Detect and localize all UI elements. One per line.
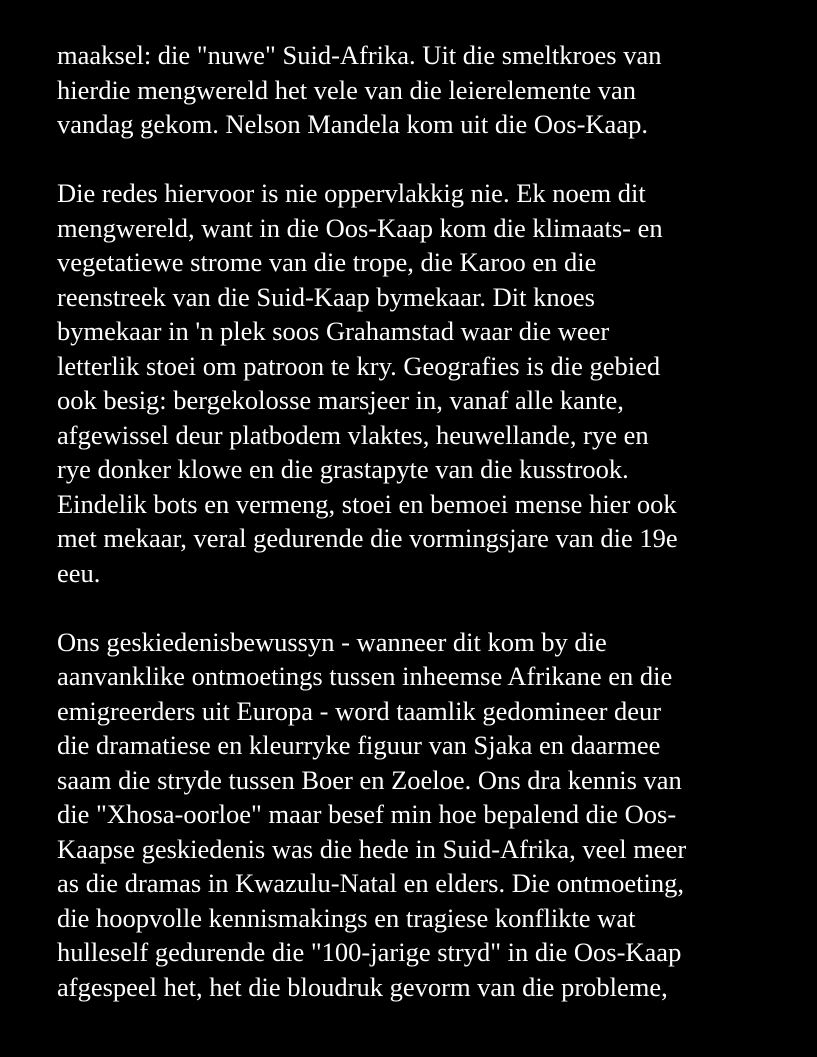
- text-line: die hoopvolle kennismakings en tragiese konflikte wat: [57, 902, 636, 933]
- document-page: [57, 38, 797, 1039]
- text-line: as die dramas in Kwazulu-Natal en elders. Die ontmoeting,: [57, 868, 684, 898]
- text-line: afgewissel deur platbodem vlaktes, heuwellande, rye en: [57, 419, 649, 450]
- paragraph-1: [57, 38, 797, 142]
- text-line: Ons geskiedenisbewussyn - wanneer dit kom by die: [57, 626, 607, 657]
- text-line: aanvanklike ontmoetings tussen inheemse Afrikane en die: [57, 661, 673, 691]
- text-line: die dramatiese en kleurryke figuur van Sjaka en daarmee: [57, 730, 661, 760]
- text-line: afgespeel het, het die bloudruk gevorm van die probleme,: [57, 971, 668, 1002]
- paragraph-3: [57, 625, 797, 1005]
- text-line: hulleself gedurende die "100-jarige stryd" in die Oos-Kaap: [57, 937, 682, 967]
- text-line: letterlik stoei om patroon te kry. Geografies is die gebied: [57, 350, 661, 381]
- text-line: Die redes hiervoor is nie oppervlakkig nie. Ek noem dit: [57, 178, 646, 208]
- text-line: eeu.: [57, 557, 101, 588]
- text-line: hierdie mengwereld het vele van die leierelemente van: [57, 74, 637, 105]
- text-line: vandag gekom. Nelson Mandela kom uit die Oos-Kaap.: [57, 109, 648, 139]
- text-line: vegetatiewe strome van die trope, die Karoo en die: [57, 247, 597, 277]
- text-line: die "Xhosa-oorloe" maar besef min hoe bepalend die Oos-: [57, 799, 677, 829]
- text-line: bymekaar in 'n plek soos Grahamstad waar die weer: [57, 316, 610, 346]
- text-line: saam die stryde tussen Boer en Zoeloe. Ons dra kennis van: [57, 764, 682, 795]
- text-line: mengwereld, want in die Oos-Kaap kom die klimaats- en: [57, 212, 663, 243]
- text-line: rye donker klowe en die grastapyte van die kusstrook.: [57, 454, 629, 484]
- text-line: reenstreek van die Suid-Kaap bymekaar. Dit knoes: [57, 281, 595, 312]
- paragraph-2: [57, 176, 797, 590]
- text-line: Eindelik bots en vermeng, stoei en bemoei mense hier ook: [57, 488, 677, 519]
- text-line: Kaapse geskiedenis was die hede in Suid-Afrika, veel meer: [57, 833, 687, 864]
- text-line: emigreerders uit Europa - word taamlik gedomineer deur: [57, 695, 662, 726]
- text-line: ook besig: bergekolosse marsjeer in, vanaf alle kante,: [57, 385, 624, 415]
- text-line: maaksel: die "nuwe" Suid-Afrika. Uit die smeltkroes van: [57, 40, 662, 70]
- text-line: met mekaar, veral gedurende die vormingsjare van die 19e: [57, 523, 678, 553]
